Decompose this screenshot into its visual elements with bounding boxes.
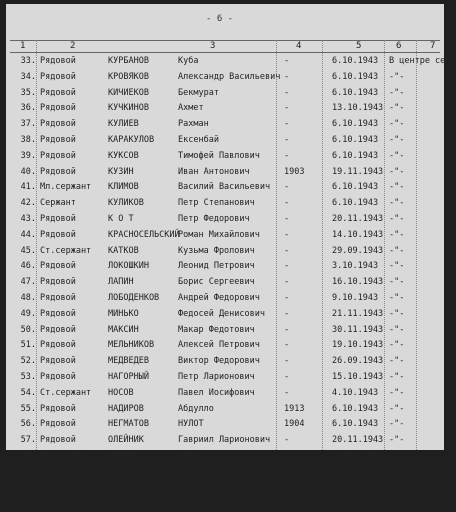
rank-cell: Рядовой xyxy=(40,324,76,335)
table-row xyxy=(6,417,444,433)
birth-year-cell: - xyxy=(284,435,290,446)
rank-cell: Рядовой xyxy=(40,150,76,161)
table-row xyxy=(6,481,444,497)
note-cell: -"- xyxy=(389,324,405,335)
table-row xyxy=(6,370,444,386)
surname-cell: ПРОКОПОВ xyxy=(108,498,149,509)
given-name-cell: Петр Ларионович xyxy=(178,371,255,382)
date-cell: 6.10.1943 xyxy=(332,198,379,209)
note-cell: -"- xyxy=(389,466,405,477)
date-cell: 9.10.1943 xyxy=(332,292,379,303)
date-cell: 15.10.1943 xyxy=(332,371,384,382)
given-name-cell: Рахман xyxy=(178,119,209,130)
given-name-cell: Александр Васильевич xyxy=(178,71,281,82)
note-cell: -"- xyxy=(389,482,405,493)
row-number: 40. xyxy=(20,166,36,177)
surname-cell: КАРАКУЛОВ xyxy=(108,134,155,145)
table-row xyxy=(6,54,456,70)
rank-cell: Рядовой xyxy=(40,403,76,414)
row-number: 36. xyxy=(20,103,36,114)
date-cell: 6.10.1943 xyxy=(332,134,379,145)
table-row xyxy=(6,70,444,86)
birth-year-cell: - xyxy=(284,150,290,161)
document-page xyxy=(6,4,456,509)
table-row xyxy=(6,101,444,117)
row-number: 57. xyxy=(20,435,36,446)
birth-year-cell: - xyxy=(284,245,290,256)
note-cell: -"- xyxy=(389,213,405,224)
date-cell: 6.10.1943 xyxy=(332,403,379,414)
column-header: 5 xyxy=(356,41,362,51)
page-number: - 6 - xyxy=(206,14,234,24)
given-name-cell: Абдулло xyxy=(178,403,214,414)
note-cell: -"- xyxy=(389,308,405,319)
table-row xyxy=(6,338,444,354)
rank-cell: Рядовой xyxy=(40,166,76,177)
table-row xyxy=(6,449,444,465)
birth-year-cell: - xyxy=(284,308,290,319)
row-number: 58. xyxy=(20,450,36,461)
given-name-cell: Роман Михайлович xyxy=(178,229,260,240)
given-name-cell: Александр Павлович xyxy=(178,466,271,477)
date-cell: 6.10.1943 xyxy=(332,419,379,430)
given-name-cell: Бекмурат xyxy=(178,87,219,98)
date-cell: 16.10.1943 xyxy=(332,277,384,288)
row-number: 33. xyxy=(20,56,36,66)
rank-cell: Сержант xyxy=(40,198,76,209)
table-row xyxy=(6,196,444,212)
note-cell: -"- xyxy=(389,71,405,82)
date-cell: 29.09.1943 xyxy=(332,245,384,256)
rank-cell: Рядовой xyxy=(40,119,76,130)
given-name-cell: Николай Никитович xyxy=(178,498,265,509)
birth-year-cell: - xyxy=(284,87,290,98)
surname-cell: МЕЛЬНИКОВ xyxy=(108,340,155,351)
birth-year-cell: - xyxy=(284,198,290,209)
note-cell: -"- xyxy=(389,450,405,461)
given-name-cell: Петр Федорович xyxy=(178,213,250,224)
row-number: 43. xyxy=(20,213,36,224)
surname-cell: КАТКОВ xyxy=(108,245,139,256)
note-cell: -"- xyxy=(389,245,405,256)
surname-cell: МАКСИН xyxy=(108,324,139,335)
note-cell: -"- xyxy=(389,419,405,430)
surname-cell: МИНЬКО xyxy=(108,308,139,319)
date-cell: 6.10.1943 xyxy=(332,119,379,130)
given-name-cell: Павел Иосифович xyxy=(178,387,255,398)
rank-cell: Рядовой xyxy=(40,87,76,98)
birth-year-cell: - xyxy=(284,182,290,193)
table-row xyxy=(6,291,444,307)
rank-cell: Рядовой xyxy=(40,103,76,114)
table-row xyxy=(6,386,444,402)
note-cell: -"- xyxy=(389,166,405,177)
birth-year-cell: - xyxy=(284,229,290,240)
rank-cell: Рядовой xyxy=(40,229,76,240)
row-number: 41. xyxy=(20,182,36,193)
given-name-cell: Дмитрий Васильевич xyxy=(178,482,271,493)
rank-cell: Рядовой xyxy=(40,340,76,351)
given-name-cell: Иван Антонович xyxy=(178,166,250,177)
table-row xyxy=(6,307,444,323)
date-cell: 20.11.1943 xyxy=(332,213,384,224)
row-number: 55. xyxy=(20,403,36,414)
rank-cell: Ст.сержант xyxy=(40,245,92,256)
rank-cell: Рядовой xyxy=(40,498,76,509)
surname-cell: ЛАПИН xyxy=(108,277,134,288)
note-cell: -"- xyxy=(389,498,405,509)
note-cell: -"- xyxy=(389,150,405,161)
note-cell: -"- xyxy=(389,277,405,288)
table-row xyxy=(6,275,444,291)
date-cell: 4.10.1943 xyxy=(332,387,379,398)
date-cell: 5.10.1943 xyxy=(332,498,379,509)
surname-cell: МЕДВЕДЕВ xyxy=(108,356,149,367)
birth-year-cell: - xyxy=(284,71,290,82)
table-row xyxy=(6,323,444,339)
date-cell: 6.10.1943 xyxy=(332,182,379,193)
date-cell: 14.10.1943 xyxy=(332,229,384,240)
row-number: 52. xyxy=(20,356,36,367)
birth-year-cell: - xyxy=(284,371,290,382)
table-row xyxy=(6,165,444,181)
birth-year-cell: - xyxy=(284,119,290,130)
column-header: 7 xyxy=(430,41,436,51)
given-name-cell: Тимофей Павлович xyxy=(178,150,260,161)
row-number: 53. xyxy=(20,371,36,382)
given-name-cell: Борис Сергеевич xyxy=(178,277,255,288)
note-cell: -"- xyxy=(389,182,405,193)
birth-year-cell: - xyxy=(284,450,290,461)
given-name-cell: Алексей Петрович xyxy=(178,340,260,351)
note-cell: -"- xyxy=(389,292,405,303)
given-name-cell: Леонид Петрович xyxy=(178,261,255,272)
given-name-cell: Куба xyxy=(178,56,199,66)
birth-year-cell: - xyxy=(284,482,290,493)
given-name-cell: Андрей Федорович xyxy=(178,292,260,303)
date-cell: 19.11.1943 xyxy=(332,166,384,177)
birth-year-cell: - xyxy=(284,277,290,288)
birth-year-cell: - xyxy=(284,261,290,272)
table-row xyxy=(6,354,444,370)
column-header: 1 xyxy=(20,41,26,51)
note-cell: -"- xyxy=(389,356,405,367)
surname-cell: ОЛЕЙНИК xyxy=(108,435,144,446)
row-number: 35. xyxy=(20,87,36,98)
given-name-cell: Макар Федотович xyxy=(178,324,255,335)
surname-cell: КУЧКИНОВ xyxy=(108,103,149,114)
surname-cell: НОСОВ xyxy=(108,387,134,398)
given-name-cell: Ексенбай xyxy=(178,134,219,145)
note-cell: -"- xyxy=(389,435,405,446)
date-cell: 30.11.1943 xyxy=(332,324,384,335)
note-cell: В центре села xyxy=(389,56,456,66)
table-row xyxy=(6,117,444,133)
date-cell: 6.10.1943 xyxy=(332,56,379,66)
surname-cell: КРАСНОСЕЛЬСКИЙ xyxy=(108,229,180,240)
row-number: 49. xyxy=(20,308,36,319)
birth-year-cell: 1903 xyxy=(284,166,305,177)
row-number: 44. xyxy=(20,229,36,240)
given-name-cell: Петр Степанович xyxy=(178,198,255,209)
rank-cell: Рядовой xyxy=(40,435,76,446)
row-number: 45. xyxy=(20,245,36,256)
surname-cell: КИЧИЕКОВ xyxy=(108,87,149,98)
note-cell: -"- xyxy=(389,261,405,272)
surname-cell: К О Т xyxy=(108,213,134,224)
given-name-cell: Анин xyxy=(178,450,199,461)
date-cell: 7.10.1943 xyxy=(332,466,379,477)
date-cell: 26.09.1943 xyxy=(332,356,384,367)
date-cell: 6.10.1943 xyxy=(332,150,379,161)
row-number: 47. xyxy=(20,277,36,288)
rank-cell: Рядовой xyxy=(40,292,76,303)
row-number: 34. xyxy=(20,71,36,82)
note-cell: -"- xyxy=(389,403,405,414)
row-number: 51. xyxy=(20,340,36,351)
rank-cell: Рядовой xyxy=(40,71,76,82)
birth-year-cell: - xyxy=(284,292,290,303)
given-name-cell: Ахмет xyxy=(178,103,204,114)
rank-cell: Рядовой xyxy=(40,213,76,224)
date-cell: 29.09.1943 xyxy=(332,450,384,461)
date-cell: 18.10.1943 xyxy=(332,482,384,493)
row-number: 56. xyxy=(20,419,36,430)
date-cell: 6.10.1943 xyxy=(332,71,379,82)
surname-cell: НЕГМАТОВ xyxy=(108,419,149,430)
surname-cell: КУКСОВ xyxy=(108,150,139,161)
row-number: 42. xyxy=(20,198,36,209)
rank-cell: Ст.сержант xyxy=(40,387,92,398)
surname-cell: ЛОБОДЕНКОВ xyxy=(108,292,160,303)
table-row xyxy=(6,228,444,244)
given-name-cell: НУЛОТ xyxy=(178,419,204,430)
birth-year-cell: - xyxy=(284,498,290,509)
row-number: 46. xyxy=(20,261,36,272)
note-cell: -"- xyxy=(389,134,405,145)
rank-cell: Мл.сержант xyxy=(40,450,92,461)
birth-year-cell: - xyxy=(284,213,290,224)
birth-year-cell: - xyxy=(284,134,290,145)
surname-cell: КУЛИКОВ xyxy=(108,198,144,209)
birth-year-cell: 1903 xyxy=(284,466,305,477)
column-header-row xyxy=(10,40,440,53)
date-cell: 6.10.1943 xyxy=(332,87,379,98)
surname-cell: КУЗИН xyxy=(108,166,134,177)
row-number: 54. xyxy=(20,387,36,398)
birth-year-cell: - xyxy=(284,56,290,66)
given-name-cell: Виктор Федорович xyxy=(178,356,260,367)
row-number: 48. xyxy=(20,292,36,303)
birth-year-cell: - xyxy=(284,324,290,335)
note-cell: -"- xyxy=(389,119,405,130)
rank-cell: Рядовой xyxy=(40,261,76,272)
table-row xyxy=(6,259,444,275)
date-cell: 20.11.1943 xyxy=(332,435,384,446)
birth-year-cell: - xyxy=(284,103,290,114)
rank-cell: Рядовой xyxy=(40,419,76,430)
rank-cell: Рядовой xyxy=(40,371,76,382)
table-row xyxy=(6,244,444,260)
rank-cell: Рядовой xyxy=(40,56,76,66)
surname-cell: КРОВЯКОВ xyxy=(108,71,149,82)
rank-cell: Рядовой xyxy=(40,308,76,319)
table-row xyxy=(6,212,444,228)
table-row xyxy=(6,86,444,102)
surname-cell: ПОПОВ xyxy=(108,482,134,493)
column-header: 4 xyxy=(296,41,302,51)
table-row xyxy=(6,433,444,449)
row-number: 59. xyxy=(20,466,36,477)
note-cell: -"- xyxy=(389,371,405,382)
row-number: 39. xyxy=(20,150,36,161)
column-header: 3 xyxy=(210,41,216,51)
table-row xyxy=(6,496,444,512)
date-cell: 13.10.1943 xyxy=(332,103,384,114)
records-table xyxy=(6,54,456,512)
note-cell: -"- xyxy=(389,387,405,398)
column-header: 2 xyxy=(70,41,76,51)
surname-cell: ОНАРОВ xyxy=(108,450,139,461)
table-row xyxy=(6,149,444,165)
surname-cell: КУЛИЕВ xyxy=(108,119,139,130)
rank-cell: Рядовой xyxy=(40,134,76,145)
rank-cell: Мл.сержант xyxy=(40,482,92,493)
row-number: 50. xyxy=(20,324,36,335)
row-number: 60. xyxy=(20,482,36,493)
table-row xyxy=(6,402,444,418)
date-cell: 3.10.1943 xyxy=(332,261,379,272)
note-cell: -"- xyxy=(389,103,405,114)
row-number: 37. xyxy=(20,119,36,130)
given-name-cell: Федосей Денисович xyxy=(178,308,265,319)
table-row xyxy=(6,465,444,481)
rank-cell: Рядовой xyxy=(40,356,76,367)
rank-cell: Мл.сержант xyxy=(40,182,92,193)
note-cell: -"- xyxy=(389,229,405,240)
birth-year-cell: - xyxy=(284,340,290,351)
note-cell: -"- xyxy=(389,87,405,98)
table-row xyxy=(6,133,444,149)
birth-year-cell: - xyxy=(284,387,290,398)
given-name-cell: Кузьма Фролович xyxy=(178,245,255,256)
surname-cell: ОСЕТРОВ xyxy=(108,466,144,477)
rank-cell: Рядовой xyxy=(40,277,76,288)
row-number: 61. xyxy=(20,498,36,509)
given-name-cell: Гавриил Ларионович xyxy=(178,435,271,446)
birth-year-cell: 1904 xyxy=(284,419,305,430)
date-cell: 21.11.1943 xyxy=(332,308,384,319)
surname-cell: НАДИРОВ xyxy=(108,403,144,414)
surname-cell: КЛИМОВ xyxy=(108,182,139,193)
rank-cell: Рядовой xyxy=(40,466,76,477)
row-number: 38. xyxy=(20,134,36,145)
given-name-cell: Василий Васильевич xyxy=(178,182,271,193)
table-row xyxy=(6,180,444,196)
column-header: 6 xyxy=(396,41,402,51)
birth-year-cell: - xyxy=(284,356,290,367)
date-cell: 19.10.1943 xyxy=(332,340,384,351)
note-cell: -"- xyxy=(389,198,405,209)
birth-year-cell: 1913 xyxy=(284,403,305,414)
surname-cell: КУРБАНОВ xyxy=(108,56,149,66)
surname-cell: НАГОРНЫЙ xyxy=(108,371,149,382)
note-cell: -"- xyxy=(389,340,405,351)
surname-cell: ЛОКОШКИН xyxy=(108,261,149,272)
